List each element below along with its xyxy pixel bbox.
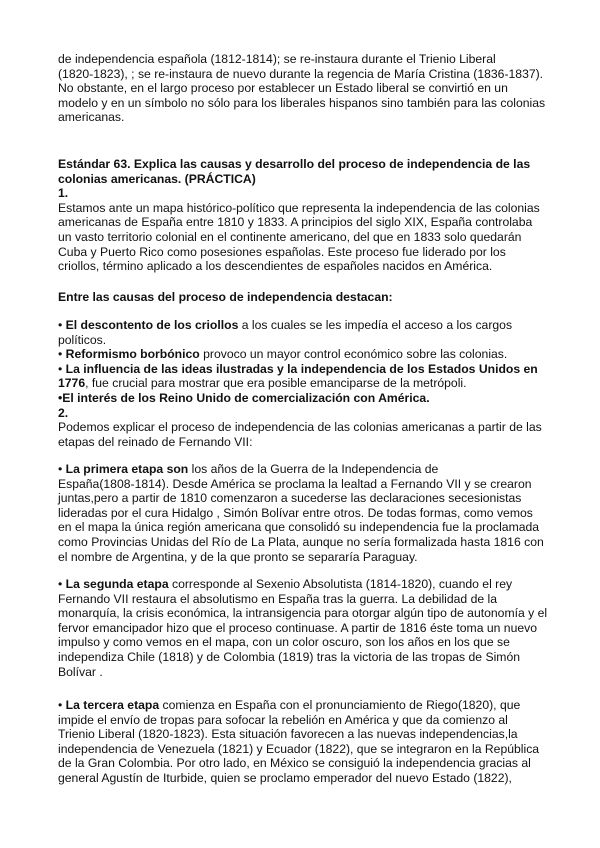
list-item [58,318,548,333]
bullet: • [58,462,66,476]
text-line: americanas de España entre 1810 y 1833. A principios del siglo XIX, España controlaba [58,215,533,230]
stage-title: La segunda etapa [65,577,169,591]
text-line: Bolívar . [58,664,103,679]
cause-year: 1776 [58,376,86,391]
cause-title: La influencia de las ideas ilustradas y la independencia de los Estados Unidos en [65,361,538,376]
stage-2-paragraph [58,577,548,679]
stage-text: comienza en España con el pronunciamiento de Riego(1820), que [159,698,521,712]
cause-text: , fue crucial para mostrar que era posible emanciparse de la metrópoli. [85,376,467,391]
standard-title: colonias americanas. (PRÁCTICA) [58,171,256,186]
text-line: No obstante, en el largo proceso por establecer un Estado liberal se convirtió en un [58,81,508,96]
text-line: Podemos explicar el proceso de independencia de las colonias americanas a partir de las [58,420,542,435]
stage-text: corresponde al Sexenio Absolutista (1814-1820), cuando el rey [168,577,513,591]
causes-heading: Entre las causas del proceso de independencia destacan: [58,290,393,304]
text-line: lideradas por el cura Hidalgo , Simón Bolívar entre otros. De todas formas, como vemos [58,505,533,520]
text-line: juntas,pero a partir de 1810 comenzaron a sucederse las declaraciones secesionistas [58,491,522,506]
text-line: Cuba y Puerto Rico como posesiones españolas. Este proceso fue liderado por los [58,244,506,259]
text-line: un vasto territorio colonial en el continente americano, del que en 1833 solo quedarán [58,229,522,244]
text-line: de independencia española (1812-1814); se re-instaura durante el Trienio Liberal [58,52,496,66]
standard-section [58,157,548,274]
text-line: Fernando VII restaura el absolutismo en España tras la guerra. La debilidad de la [58,591,498,606]
text-line: americanas. [58,110,125,125]
cause-title: Reformismo borbónico [65,347,200,362]
text-line: impulso y como vemos en el mapa, con un color oscuro, son los años en los que se [58,635,510,650]
causes-list [58,318,548,449]
stage-lead-line [58,577,548,592]
text-line: independiza Chile (1818) y de Colombia (1819) tras la victoria de las tropas de Simón [58,649,521,664]
cause-text: provoco un mayor control económico sobre las colonias. [199,347,508,362]
section-number: 2. [58,405,69,420]
text-line: Trienio Liberal (1820-1823). Esta situación favorecen a las nuevas independencias,la [58,727,518,742]
text-line: en el mapa la única región americana que consolidó su independencia fue la proclamada [58,520,540,535]
bullet: • [58,698,66,712]
text-line: España(1808-1814). Desde América se proclama la lealtad a Fernando VII y se crearon [58,476,532,491]
stage-title: La primera etapa son [65,462,189,476]
stage-title: La tercera etapa [65,698,160,712]
text-line: impide el envío de tropas para sofocar la rebelión en América y que da comienzo al [58,712,508,727]
text-line: fervor emancipador hizo que el proceso continuase. A partir de 1816 éste toma un nuevo [58,620,538,635]
list-item-continuation [58,376,548,391]
bullet: • [58,577,66,591]
cause-title: El descontento de los criollos [65,318,239,332]
bullet: • [58,361,66,376]
list-item [58,347,548,362]
text-line: como Provincias Unidas del Río de La Plata, aunque no sería formalizada hasta 1816 con [58,534,544,549]
intro-paragraph [58,52,548,125]
text-line: de la Gran Colombia. Por otro lado, en México se consiguió la independencia gracias al [58,756,531,771]
text-line: (1820-1823), ; se re-instaura de nuevo durante la regencia de María Cristina (1836-1837). [58,66,544,81]
section-number: 1. [58,186,69,201]
text-line: el nombre de Argentina, y de la que pronto se separaría Paraguay. [58,549,418,564]
text-line: políticos. [58,332,107,347]
causes-heading-block [58,290,548,305]
stage-1-paragraph [58,462,548,564]
stage-text: los años de la Guerra de la Independencia de [188,462,439,476]
text-line: general Agustín de Iturbide, quien se proclamo emperador del nuevo Estado (1822), [58,770,512,785]
list-item: •El interés de los Reino Unido de comercialización con América. [58,390,430,405]
stage-lead-line [58,698,548,713]
text-line: independencia de Venezuela (1821) y Ecuador (1822), que se integraron en la República [58,741,540,756]
list-item [58,362,548,377]
stage-lead-line [58,462,548,477]
text-line: etapas del reinado de Fernando VII: [58,434,253,449]
standard-title: Estándar 63. Explica las causas y desarrollo del proceso de independencia de las [58,157,531,171]
stage-3-paragraph [58,698,548,786]
cause-text: a los cuales se les impedía el acceso a los cargos [238,318,513,332]
bullet: • [58,318,66,332]
text-line: modelo y en un símbolo no sólo para los liberales hispanos sino también para las colonias [58,95,546,110]
text-line: monarquía, la crisis económica, la intransigencia para otorgar algún tipo de autonomía y el [58,606,548,621]
bullet: • [58,347,66,362]
text-line: criollos, término aplicado a los descendientes de españoles nacidos en América. [58,259,493,274]
text-line: Estamos ante un mapa histórico-político que representa la independencia de las colonias [58,200,540,215]
